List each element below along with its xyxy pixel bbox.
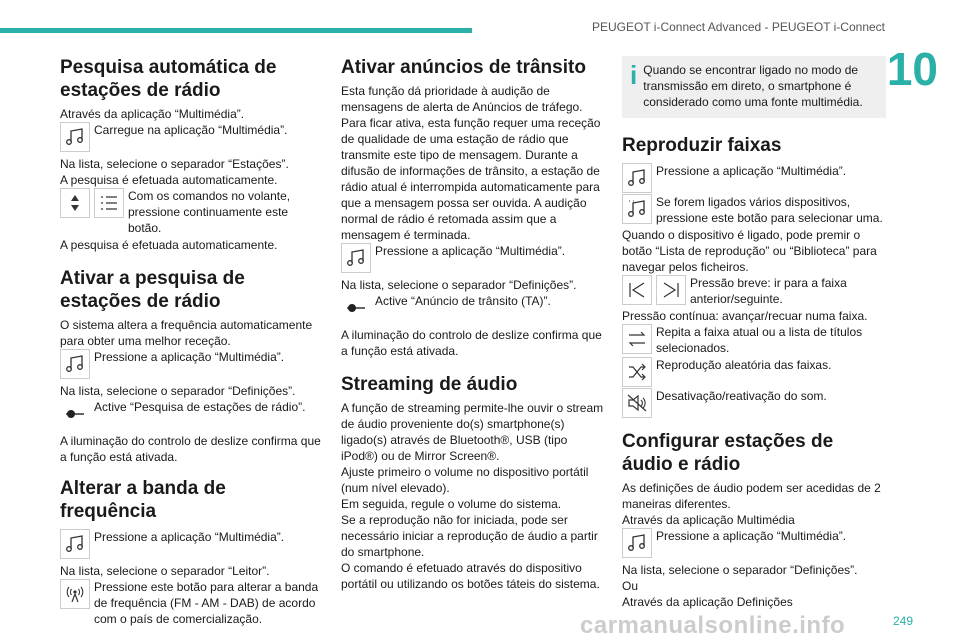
heading-streaming: Streaming de áudio xyxy=(341,374,518,395)
text: O sistema altera a frequência automaticamente para obter uma melhor receção. xyxy=(60,318,313,348)
text: Na lista, selecione o separador “Definições”. xyxy=(60,384,296,398)
step-text: Pressão breve: ir para a faixa anterior/seguinte. xyxy=(690,276,847,306)
music-note-icon xyxy=(60,349,90,379)
music-note-icon xyxy=(60,122,90,152)
music-note-icon xyxy=(622,163,652,193)
list-icon xyxy=(94,188,124,218)
music-note-icon xyxy=(60,529,90,559)
text: Esta função dá prioridade à audição de mensagens de alerta de Anúncios de tráfego. Para ficar ativa, esta função requer uma receção de qualidade de uma estação de rádio que transmite este tipo de mensagem. Durante a difusão de informações de trânsito, a estação de rádio atual é interrompida automaticamente para que a mensagem possa ser ouvida. A audição normal de rádio é retomada assim que a mensagem é terminada. xyxy=(341,84,601,242)
column-2 xyxy=(341,56,605,592)
next-track-icon xyxy=(656,275,686,305)
step-row xyxy=(60,122,322,152)
text: Quando o dispositivo é ligado, pode premir o botão “Lista de reprodução” ou “Biblioteca” para navegar pelos ficheiros. xyxy=(622,228,877,274)
header-accent-bar xyxy=(0,28,472,33)
heading-auto-search: Pesquisa automática de estações de rádio xyxy=(60,57,277,101)
info-box xyxy=(622,56,886,118)
repeat-icon xyxy=(622,324,652,354)
heading-activate-search: Ativar a pesquisa de estações de rádio xyxy=(60,268,245,312)
music-note-icon xyxy=(341,243,371,273)
step-row xyxy=(622,163,886,193)
toggle-switch-icon xyxy=(341,293,371,323)
heading-configure: Configurar estações de áudio e rádio xyxy=(622,431,834,475)
column-1 xyxy=(60,56,322,628)
text: O comando é efetuado através do dispositivo portátil ou utilizando os botões táteis do sistema. xyxy=(341,561,600,591)
step-text: Carregue na aplicação “Multimédia”. xyxy=(94,123,288,137)
step-text: Pressione a aplicação “Multimédia”. xyxy=(94,350,285,364)
step-row xyxy=(60,349,322,379)
step-row xyxy=(622,357,886,387)
mute-icon xyxy=(622,388,652,418)
step-row xyxy=(341,293,605,323)
text: A pesquisa é efetuada automaticamente. xyxy=(60,238,278,252)
text: Através da aplicação Multimédia xyxy=(622,513,795,527)
step-text: Reprodução aleatória das faixas. xyxy=(656,358,832,372)
text: Se a reprodução não for iniciada, pode ser necessário iniciar a reprodução de áudio a partir do smartphone. xyxy=(341,513,598,559)
text: A iluminação do controlo de deslize confirma que a função está ativada. xyxy=(341,328,602,358)
step-text: Repita a faixa atual ou a lista de títulos selecionados. xyxy=(656,325,863,355)
step-text: Pressione a aplicação “Multimédia”. xyxy=(94,530,285,544)
heading-play-tracks: Reproduzir faixas xyxy=(622,135,782,156)
text: Em seguida, regule o volume do sistema. xyxy=(341,497,562,511)
heading-change-band: Alterar a banda de frequência xyxy=(60,478,226,522)
step-row xyxy=(622,528,886,558)
step-row xyxy=(60,579,322,627)
info-icon: i xyxy=(630,60,638,90)
text: Na lista, selecione o separador “Definições”. xyxy=(622,563,858,577)
step-text: Active “Pesquisa de estações de rádio”. xyxy=(94,400,306,414)
text: A pesquisa é efetuada automaticamente. xyxy=(60,173,278,187)
step-row xyxy=(341,243,605,273)
step-row xyxy=(622,194,886,226)
step-text: Desativação/reativação do som. xyxy=(656,389,827,403)
step-text: Pressione a aplicação “Multimédia”. xyxy=(656,529,847,543)
info-text: Quando se encontrar ligado no modo de transmissão em direto, o smartphone é considerado como uma fonte multimédia. xyxy=(643,63,863,109)
text: A função de streaming permite-lhe ouvir o stream de áudio proveniente do(s) smartphone(s) ligado(s) através de Bluetooth®, USB (tipo iPod®) ou de Mirror Screen®. xyxy=(341,401,604,463)
heading-traffic: Ativar anúncios de trânsito xyxy=(341,57,586,78)
text: As definições de áudio podem ser acedidas de 2 maneiras diferentes. xyxy=(622,481,881,511)
step-text: Pressione a aplicação “Multimédia”. xyxy=(375,244,566,258)
step-text: Active “Anúncio de trânsito (TA)”. xyxy=(375,294,551,308)
column-3 xyxy=(622,56,886,610)
text: Ou xyxy=(622,579,639,593)
step-row xyxy=(622,275,886,307)
step-text: Pressione este botão para alterar a banda de frequência (FM - AM - DAB) de acordo com o país de comercialização. xyxy=(94,580,319,626)
text: Na lista, selecione o separador “Leitor”. xyxy=(60,564,270,578)
running-header: PEUGEOT i-Connect Advanced - PEUGEOT i-Connect xyxy=(591,20,885,34)
text: Na lista, selecione o separador “Estações”. xyxy=(60,157,289,171)
step-text: Se forem ligados vários dispositivos, pressione este botão para selecionar uma. xyxy=(656,195,883,225)
previous-track-icon xyxy=(622,275,652,305)
step-row xyxy=(622,388,886,418)
step-row xyxy=(60,188,322,236)
step-text: Com os comandos no volante, pressione continuamente este botão. xyxy=(128,189,291,235)
shuffle-icon xyxy=(622,357,652,387)
text: Na lista, selecione o separador “Definições”. xyxy=(341,278,577,292)
step-row xyxy=(60,529,322,559)
step-row xyxy=(622,324,886,356)
text: Ajuste primeiro o volume no dispositivo portátil (num nível elevado). xyxy=(341,465,589,495)
radio-antenna-icon xyxy=(60,579,90,609)
step-row xyxy=(60,399,322,429)
chapter-number: 10 xyxy=(886,43,938,95)
text: Pressão contínua: avançar/recuar numa faixa. xyxy=(622,309,868,323)
text: Através da aplicação Definições xyxy=(622,595,793,609)
up-down-arrows-icon xyxy=(60,188,90,218)
music-note-icon xyxy=(622,528,652,558)
watermark: carmanualsonline.info xyxy=(580,612,846,639)
music-source-icon xyxy=(622,194,652,224)
text: A iluminação do controlo de deslize confirma que a função está ativada. xyxy=(60,434,321,464)
text: Através da aplicação “Multimédia”. xyxy=(60,107,245,121)
page-number: 249 xyxy=(892,614,913,628)
toggle-switch-icon xyxy=(60,399,90,429)
step-text: Pressione a aplicação “Multimédia”. xyxy=(656,164,847,178)
